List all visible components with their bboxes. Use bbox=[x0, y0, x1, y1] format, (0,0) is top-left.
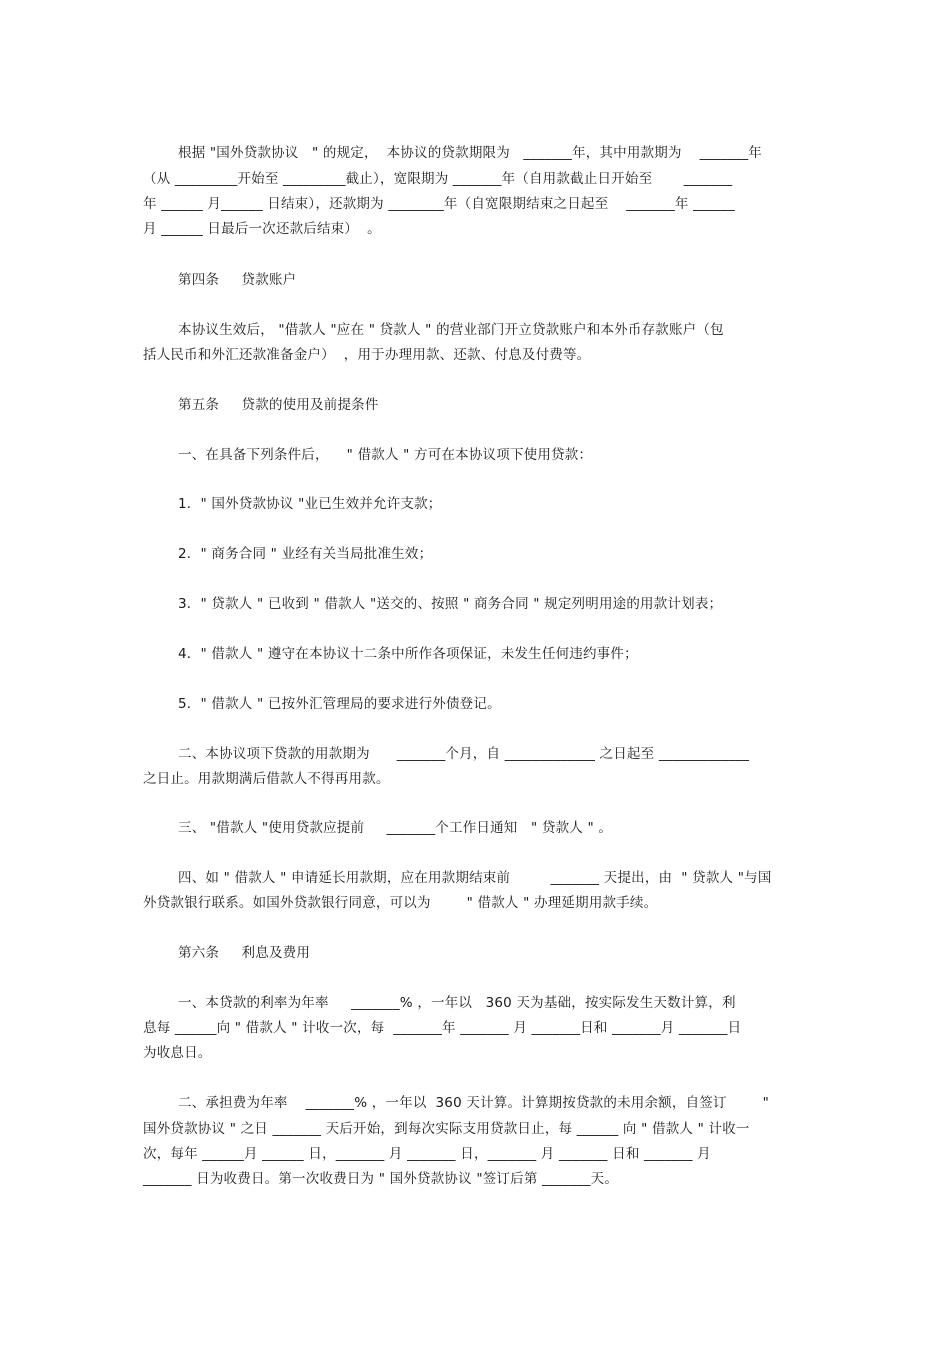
article6-item2-line-1: 二、承担费为年率 _______% ，一年以 360 天计算。计算期按贷款的未用余额，自签订 " bbox=[178, 1095, 770, 1111]
article5-condition-5: 5．" 借款人 " 已按外汇管理局的要求进行外债登记。 bbox=[178, 696, 501, 712]
article5-item4-line-1: 四、如 " 借款人 " 申请延长用款期，应在用款期结束前 _______ 天提出，由 " 贷款人 "与国 bbox=[178, 870, 772, 886]
article6-item2-line-4: _______ 日为收费日。第一次收费日为 " 国外贷款协议 "签订后第 _______天。 bbox=[143, 1171, 619, 1187]
article6-item1-line-2: 息每 ______向 " 借款人 " 计收一次，每 _______年 _______ 月 _______日和 _______月 _______日 bbox=[143, 1020, 742, 1036]
article6-item2-line-3: 次，每年 ______月 ______ 日，_______ 月 _______ 日，_______ 月 _______ 日和 _______ 月 bbox=[143, 1146, 711, 1162]
article5-item2-line-1: 二、本协议项下贷款的用款期为 _______个月，自 _____________ 之日起至 _____________ bbox=[178, 746, 750, 762]
article5-condition-4: 4．" 借款人 " 遵守在本协议十二条中所作各项保证，未发生任何违约事件； bbox=[178, 646, 638, 662]
article4-line-1: 本协议生效后， "借款人 "应在 " 贷款人 " 的营业部门开立贷款账户和本外币存款账户（包 bbox=[178, 322, 724, 338]
article4-heading: 第四条 贷款账户 bbox=[178, 272, 297, 288]
article5-item2-line-2: 之日止。用款期满后借款人不得再用款。 bbox=[143, 771, 390, 787]
article5-condition-3: 3．" 贷款人 " 已收到 " 借款人 "送交的、按照 " 商务合同 " 规定列明用途的用款计划表； bbox=[178, 596, 723, 612]
article6-item1-line-1: 一、本贷款的利率为年率 _______% ，一年以 360 天为基础，按实际发生天数计算，利 bbox=[178, 995, 736, 1011]
article5-item1-intro: 一、在具备下列条件后， " 借款人 " 方可在本协议项下使用贷款： bbox=[178, 447, 593, 463]
article6-item1-line-3: 为收息日。 bbox=[143, 1045, 212, 1061]
term-paragraph-line-1: 根据 "国外贷款协议 " 的规定， 本协议的贷款期限为 _______年，其中用款期为 _______年 bbox=[178, 145, 762, 161]
term-paragraph-line-2: （从 _________开始至 _________截止），宽限期为 _______年（自用款截止日开始至 _______ bbox=[143, 171, 733, 187]
term-paragraph-line-4: 月 ______ 日最后一次还款后结束） 。 bbox=[143, 221, 381, 237]
article6-heading: 第六条 利息及费用 bbox=[178, 945, 311, 961]
article5-condition-1: 1．" 国外贷款协议 "业已生效并允许支款； bbox=[178, 496, 442, 512]
article4-line-2: 括人民币和外汇还款准备金户） ，用于办理用款、还款、付息及付费等。 bbox=[143, 347, 591, 363]
term-paragraph-line-3: 年 ______ 月______ 日结束），还款期为 ________年（自宽限期结束之日起至 _______年 ______ bbox=[143, 196, 735, 212]
article5-item4-line-2: 外贷款银行联系。如国外贷款银行同意，可以为 " 借款人 " 办理延期用款手续。 bbox=[143, 895, 658, 911]
article5-condition-2: 2．" 商务合同 " 业经有关当局批准生效； bbox=[178, 546, 433, 562]
article6-item2-line-2: 国外贷款协议 " 之日 _______ 天后开始，到每次实际支用贷款日止，每 ______ 向 " 借款人 " 计收一 bbox=[143, 1121, 750, 1137]
article5-item3: 三、 "借款人 "使用贷款应提前 _______个工作日通知 " 贷款人 " 。 bbox=[178, 820, 613, 836]
article5-heading: 第五条 贷款的使用及前提条件 bbox=[178, 397, 379, 413]
